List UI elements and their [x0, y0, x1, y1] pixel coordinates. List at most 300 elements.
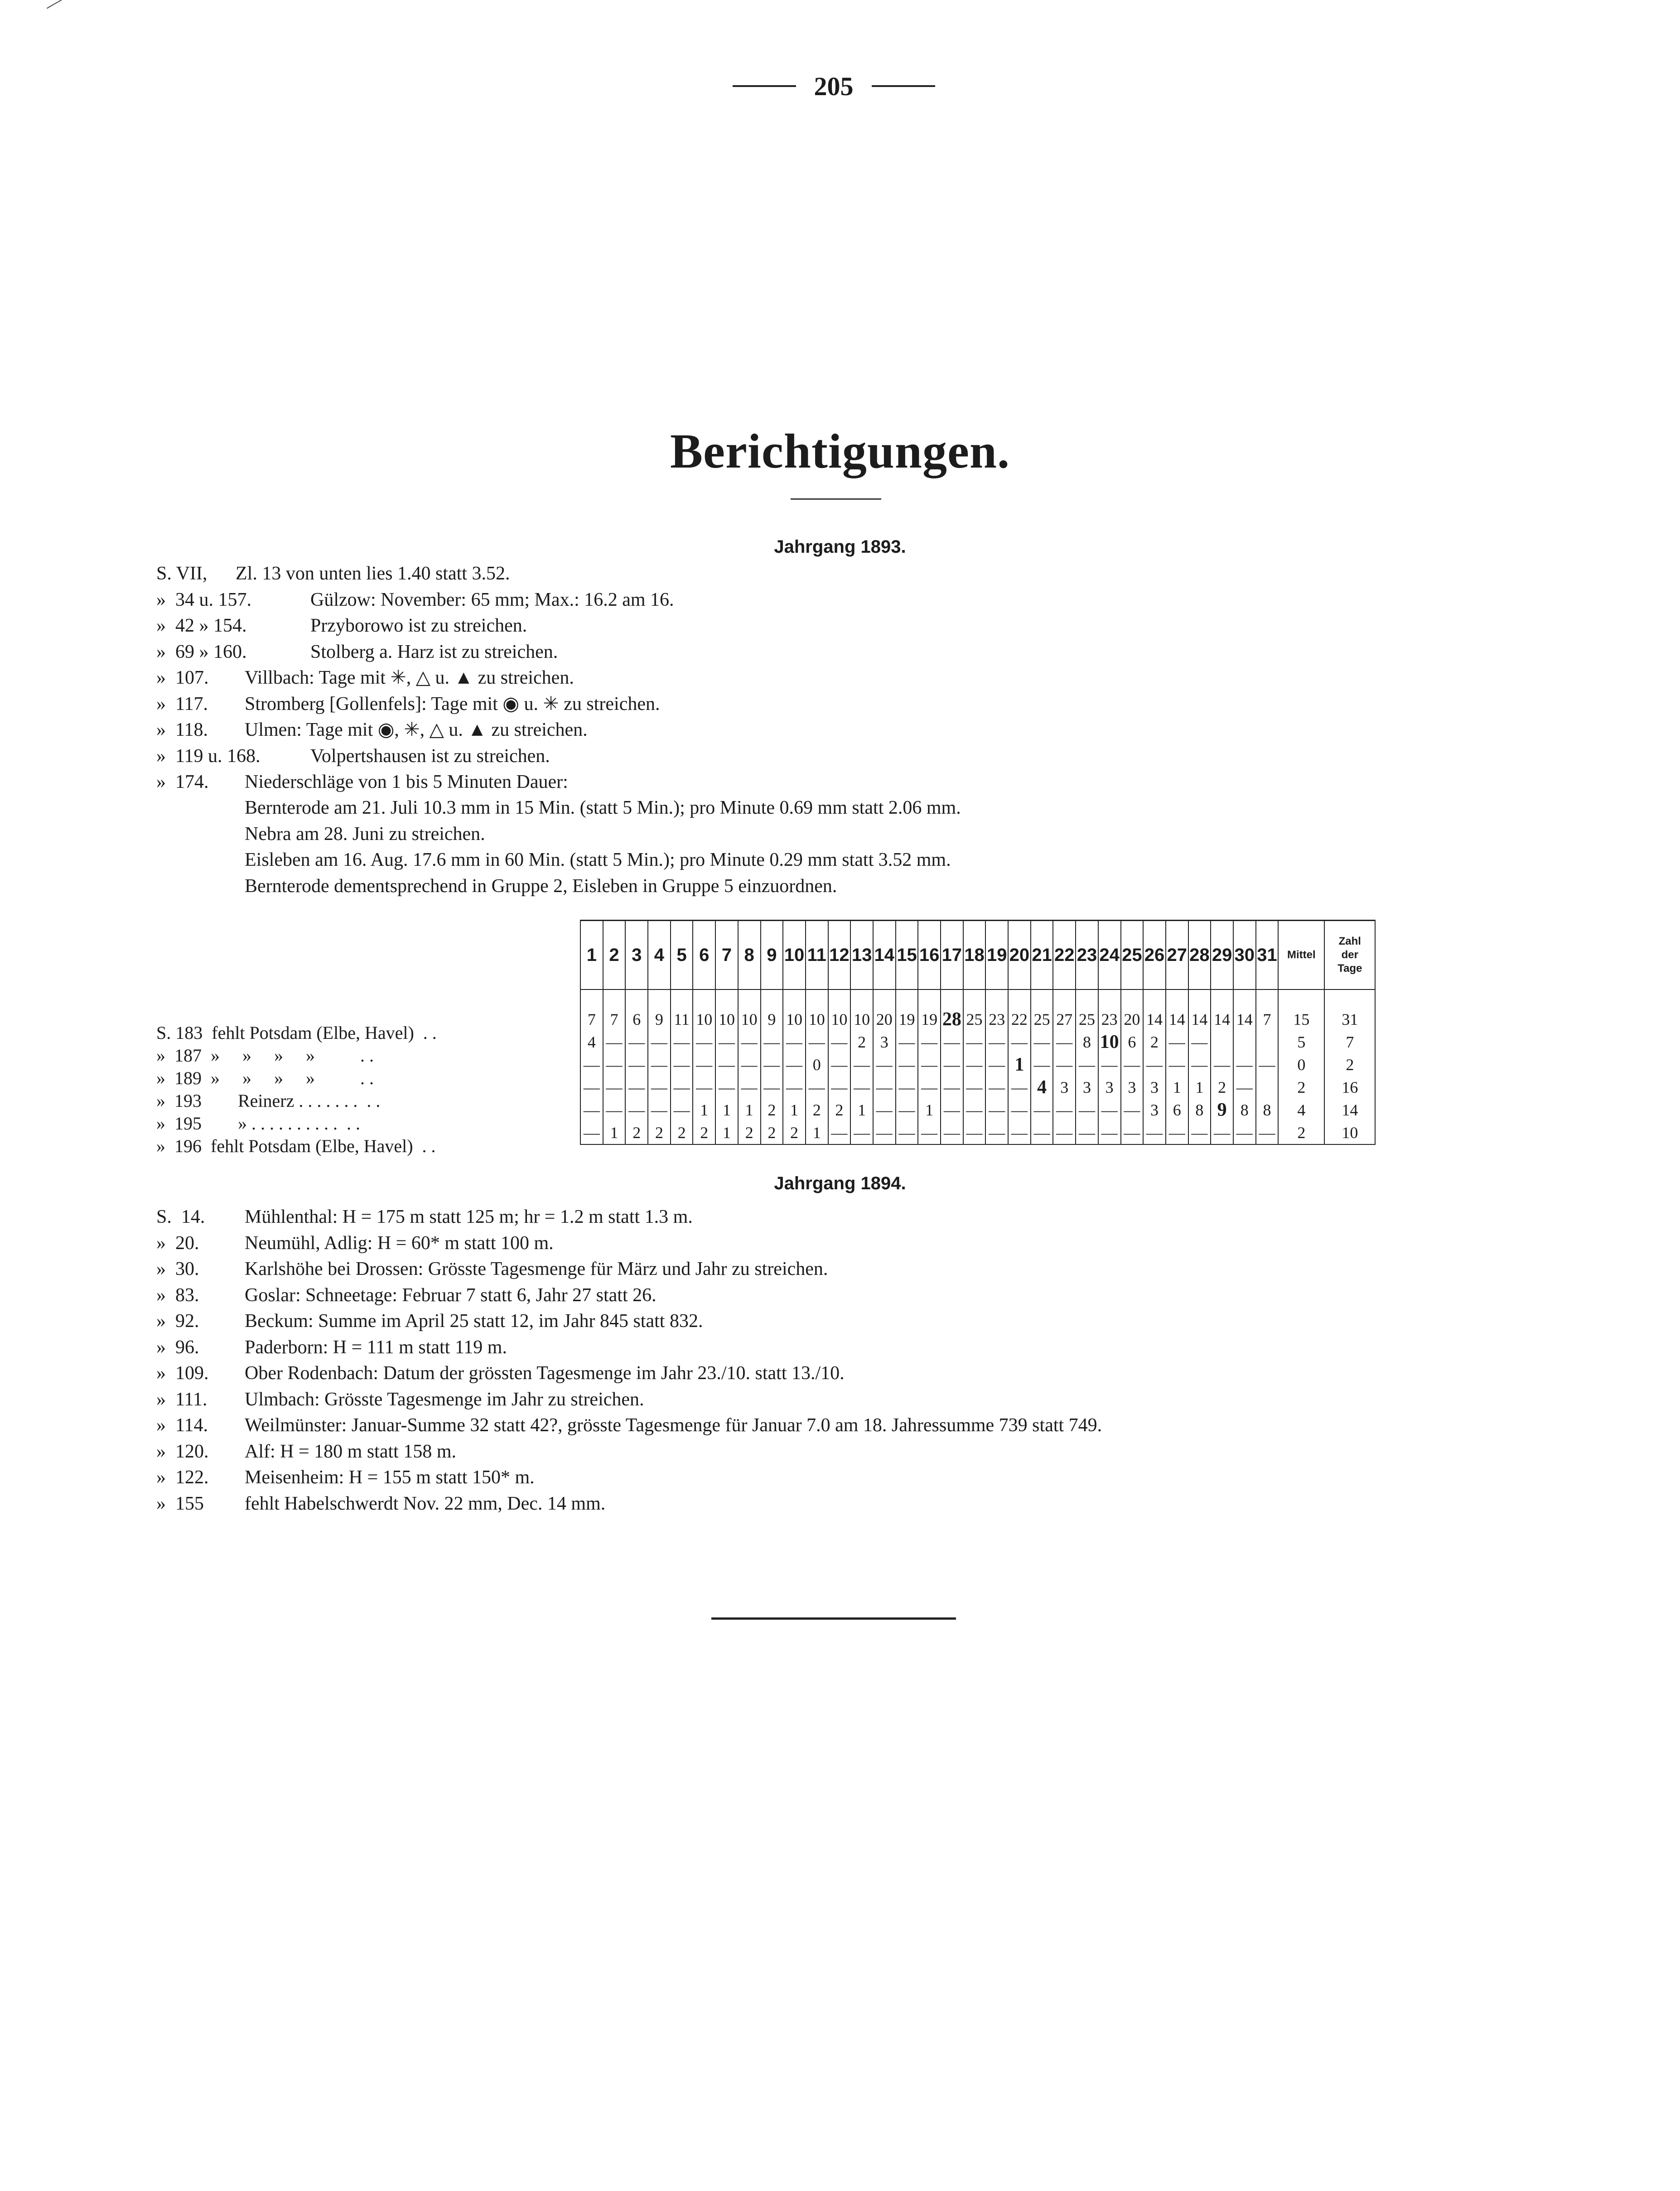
day-cell: 14 — [1211, 989, 1233, 1031]
table-row — [580, 1121, 1375, 1144]
zahl-cell: 31 — [1324, 989, 1375, 1031]
day-cell: — — [1008, 1099, 1031, 1121]
day-cell: — — [715, 1031, 738, 1053]
day-cell: — — [1121, 1053, 1144, 1076]
section-heading-1893: Jahrgang 1893. — [774, 537, 906, 557]
day-header: 31 — [1256, 921, 1279, 990]
day-header: 26 — [1143, 921, 1166, 990]
day-cell: 8 — [1188, 1099, 1211, 1121]
day-cell: — — [671, 1099, 693, 1121]
day-cell: — — [941, 1099, 963, 1121]
page-ref: » 107. — [156, 667, 209, 688]
day-header: 12 — [828, 921, 851, 990]
day-cell: 10 — [806, 989, 828, 1031]
day-header: 4 — [648, 921, 671, 990]
correction-list-1893 — [156, 561, 1425, 796]
page-ref: » 96. — [156, 1337, 199, 1358]
day-cell: 25 — [963, 989, 986, 1031]
day-cell: — — [806, 1031, 828, 1053]
day-cell: — — [1256, 1121, 1279, 1144]
day-cell: — — [671, 1053, 693, 1076]
day-cell: 19 — [918, 989, 941, 1031]
correction-text: Volpertshausen ist zu streichen. — [310, 745, 550, 767]
day-cell: 2 — [761, 1099, 783, 1121]
day-cell: — — [693, 1076, 715, 1099]
day-cell: — — [580, 1121, 603, 1144]
correction-text: Gülzow: November: 65 mm; Max.: 16.2 am 16. — [310, 589, 674, 610]
correction-line — [156, 1491, 1425, 1517]
section-heading-1894: Jahrgang 1894. — [774, 1173, 906, 1193]
day-header: 16 — [918, 921, 941, 990]
day-cell: — — [985, 1053, 1008, 1076]
day-cell: — — [625, 1031, 648, 1053]
note-line: Nebra am 28. Juni zu streichen. — [245, 823, 485, 845]
zahl-header-word: der — [1341, 949, 1358, 961]
correction-text: Mühlenthal: H = 175 m statt 125 m; hr = 1.2 m statt 1.3 m. — [245, 1206, 693, 1227]
day-header: 7 — [715, 921, 738, 990]
table-row-label: » 195 » . . . . . . . . . . . . — [156, 1113, 360, 1134]
day-cell: — — [1031, 1099, 1053, 1121]
zahl-cell: 10 — [1324, 1121, 1375, 1144]
day-cell: 8 — [1233, 1099, 1256, 1121]
day-cell: 1 — [783, 1099, 806, 1121]
day-cell: 3 — [873, 1031, 896, 1053]
day-cell: — — [603, 1031, 626, 1053]
day-header: 23 — [1076, 921, 1098, 990]
day-cell: 2 — [783, 1121, 806, 1144]
day-header: 30 — [1233, 921, 1256, 990]
day-cell: 14 — [1233, 989, 1256, 1031]
day-header: 25 — [1121, 921, 1144, 990]
correction-text: Karlshöhe bei Drossen: Grösste Tagesmenge für März und Jahr zu streichen. — [245, 1259, 828, 1279]
day-cell: 9 — [761, 989, 783, 1031]
day-cell: — — [1211, 1121, 1233, 1144]
day-cell: — — [806, 1076, 828, 1099]
day-cell: — — [738, 1031, 761, 1053]
correction-line — [156, 1256, 1425, 1283]
page-title: Berichtigungen. — [670, 425, 1010, 478]
day-cell: 1 — [715, 1121, 738, 1144]
correction-text: Alf: H = 180 m statt 158 m. — [245, 1441, 457, 1462]
correction-line — [156, 613, 1425, 639]
day-cell: 6 — [1166, 1099, 1188, 1121]
page-ref: » 111. — [156, 1389, 208, 1410]
page-ref: » 109. — [156, 1363, 209, 1384]
precipitation-table — [580, 920, 1376, 1145]
day-cell: — — [1098, 1099, 1121, 1121]
day-cell: — — [963, 1076, 986, 1099]
day-cell: 1 — [738, 1099, 761, 1121]
day-header: 14 — [873, 921, 896, 990]
day-cell: 1 — [693, 1099, 715, 1121]
page-ref: » 174. — [156, 772, 209, 792]
correction-text: Villbach: Tage mit ✳, △ u. ▲ zu streichen. — [245, 667, 574, 688]
day-cell: 8 — [1256, 1099, 1279, 1121]
correction-line — [156, 561, 1425, 587]
day-cell: 3 — [1098, 1076, 1121, 1099]
day-cell: 25 — [1031, 989, 1053, 1031]
day-cell: — — [1053, 1053, 1076, 1076]
zahl-cell: 14 — [1324, 1099, 1375, 1121]
day-cell: 23 — [1098, 989, 1121, 1031]
correction-line — [156, 1387, 1425, 1413]
day-header: 15 — [896, 921, 918, 990]
day-cell: 3 — [1121, 1076, 1144, 1099]
day-cell — [1211, 1031, 1233, 1053]
day-cell: — — [828, 1121, 851, 1144]
day-header: 28 — [1188, 921, 1211, 990]
day-cell: — — [1121, 1099, 1144, 1121]
correction-text: Zl. 13 von unten lies 1.40 statt 3.52. — [236, 563, 510, 584]
day-cell: — — [985, 1099, 1008, 1121]
day-cell: — — [941, 1076, 963, 1099]
day-cell: — — [761, 1076, 783, 1099]
correction-line — [156, 1439, 1425, 1465]
table-header-row — [580, 921, 1375, 990]
day-cell: — — [918, 1121, 941, 1144]
day-cell: — — [1008, 1031, 1031, 1053]
day-cell: — — [625, 1076, 648, 1099]
mittel-cell: 2 — [1278, 1121, 1324, 1144]
correction-line — [156, 1204, 1425, 1231]
day-cell: — — [715, 1053, 738, 1076]
day-cell: — — [873, 1053, 896, 1076]
day-cell: 1 — [1166, 1076, 1188, 1099]
day-header: 27 — [1166, 921, 1188, 990]
day-cell: — — [648, 1076, 671, 1099]
day-cell: 10 — [850, 989, 873, 1031]
day-cell: — — [873, 1099, 896, 1121]
note-line: Bernterode am 21. Juli 10.3 mm in 15 Min. (statt 5 Min.); pro Minute 0.69 mm statt 2.06 mm. — [245, 797, 961, 818]
day-cell: — — [1121, 1121, 1144, 1144]
table-row — [580, 1031, 1375, 1053]
day-cell: 2 — [648, 1121, 671, 1144]
day-header: 20 — [1008, 921, 1031, 990]
day-cell: — — [985, 1076, 1008, 1099]
day-cell: — — [715, 1076, 738, 1099]
correction-text: Neumühl, Adlig: H = 60* m statt 100 m. — [245, 1232, 554, 1254]
correction-line — [156, 1335, 1425, 1361]
correction-line — [156, 587, 1425, 613]
day-cell: — — [603, 1053, 626, 1076]
day-cell: — — [1143, 1121, 1166, 1144]
scan-mark — [47, 0, 67, 9]
zahl-cell: 16 — [1324, 1076, 1375, 1099]
day-cell: — — [693, 1031, 715, 1053]
day-cell: — — [1166, 1121, 1188, 1144]
day-cell: 7 — [603, 989, 626, 1031]
mittel-cell: 15 — [1278, 989, 1324, 1031]
day-cell: — — [1031, 1121, 1053, 1144]
correction-text: Goslar: Schneetage: Februar 7 statt 6, Jahr 27 statt 26. — [245, 1284, 657, 1306]
day-cell: — — [1098, 1053, 1121, 1076]
correction-text: Meisenheim: H = 155 m statt 150* m. — [245, 1467, 535, 1488]
day-cell: — — [850, 1053, 873, 1076]
day-cell: 4 — [1031, 1076, 1053, 1099]
day-cell: — — [1211, 1053, 1233, 1076]
page-ref: S. VII, — [156, 563, 208, 584]
day-cell: 2 — [850, 1031, 873, 1053]
page-number: 205 — [814, 71, 854, 101]
day-cell: — — [985, 1121, 1008, 1144]
day-cell: — — [625, 1099, 648, 1121]
day-cell: — — [918, 1031, 941, 1053]
day-cell: — — [761, 1031, 783, 1053]
day-header: 21 — [1031, 921, 1053, 990]
day-cell: — — [941, 1121, 963, 1144]
day-cell: 9 — [1211, 1099, 1233, 1121]
day-cell: — — [1031, 1031, 1053, 1053]
zahl-header-word: Tage — [1337, 962, 1362, 975]
table-row-label: S. 183 fehlt Potsdam (Elbe, Havel) . . — [156, 1023, 437, 1043]
day-cell: — — [648, 1099, 671, 1121]
day-cell: — — [1053, 1099, 1076, 1121]
page-ref: » 122. — [156, 1467, 209, 1488]
day-cell: 14 — [1143, 989, 1166, 1031]
correction-text: Ulmbach: Grösste Tagesmenge im Jahr zu streichen. — [245, 1389, 644, 1410]
day-cell: — — [783, 1076, 806, 1099]
day-cell: — — [828, 1053, 851, 1076]
day-cell: — — [941, 1053, 963, 1076]
day-cell: — — [1143, 1053, 1166, 1076]
day-cell: 22 — [1008, 989, 1031, 1031]
correction-text: Beckum: Summe im April 25 statt 12, im Jahr 845 statt 832. — [245, 1311, 703, 1332]
table-row-label: » 193 Reinerz . . . . . . . . . — [156, 1091, 381, 1111]
table-row-label: » 189 » » » » . . — [156, 1068, 374, 1088]
day-cell: — — [671, 1076, 693, 1099]
correction-line — [156, 769, 1425, 796]
correction-line — [156, 691, 1425, 718]
page-ref: » 114. — [156, 1415, 208, 1436]
day-cell: — — [738, 1053, 761, 1076]
day-cell: — — [648, 1053, 671, 1076]
day-cell: 1 — [850, 1099, 873, 1121]
day-cell: 14 — [1188, 989, 1211, 1031]
day-cell: — — [963, 1099, 986, 1121]
page-ref: » 20. — [156, 1232, 199, 1254]
zahl-cell: 2 — [1324, 1053, 1375, 1076]
day-header: 5 — [671, 921, 693, 990]
day-header: 29 — [1211, 921, 1233, 990]
day-cell: 1 — [1188, 1076, 1211, 1099]
day-cell: 2 — [828, 1099, 851, 1121]
correction-text: Przyborowo ist zu streichen. — [310, 615, 527, 636]
day-cell: 10 — [828, 989, 851, 1031]
day-cell: 3 — [1076, 1076, 1098, 1099]
correction-line — [156, 665, 1425, 691]
page-ref: » 30. — [156, 1259, 199, 1279]
correction-text: Weilmünster: Januar-Summe 32 statt 42?, grösste Tagesmenge für Januar 7.0 am 18. Jahressumme 739 statt 749. — [245, 1415, 1102, 1436]
day-cell: — — [1031, 1053, 1053, 1076]
page-ref: » 34 u. 157. — [156, 589, 251, 610]
day-cell: — — [918, 1076, 941, 1099]
day-cell: 6 — [625, 989, 648, 1031]
day-cell: 9 — [648, 989, 671, 1031]
day-cell: — — [828, 1031, 851, 1053]
correction-line — [156, 639, 1425, 666]
day-cell: — — [896, 1031, 918, 1053]
day-cell: 2 — [625, 1121, 648, 1144]
day-cell: — — [603, 1099, 626, 1121]
day-cell: 1 — [806, 1121, 828, 1144]
day-cell: — — [625, 1053, 648, 1076]
day-cell: 23 — [985, 989, 1008, 1031]
day-cell: 3 — [1053, 1076, 1076, 1099]
day-cell: 7 — [1256, 989, 1279, 1031]
day-cell: 6 — [1121, 1031, 1144, 1053]
day-cell: 10 — [715, 989, 738, 1031]
table-row-labels — [156, 1022, 578, 1158]
correction-text: fehlt Habelschwerdt Nov. 22 mm, Dec. 14 mm. — [245, 1493, 606, 1514]
day-cell: 7 — [580, 989, 603, 1031]
day-cell: 2 — [671, 1121, 693, 1144]
mittel-header: Mittel — [1278, 921, 1324, 990]
day-cell: — — [963, 1121, 986, 1144]
day-cell: — — [1188, 1121, 1211, 1144]
day-header: 17 — [941, 921, 963, 990]
day-cell: — — [941, 1031, 963, 1053]
day-cell: — — [963, 1053, 986, 1076]
day-cell: — — [873, 1076, 896, 1099]
correction-line — [156, 1283, 1425, 1309]
day-cell: 20 — [873, 989, 896, 1031]
correction-line — [156, 1413, 1425, 1439]
page-ref: » 42 » 154. — [156, 615, 247, 636]
day-cell: 2 — [1211, 1076, 1233, 1099]
day-cell: — — [648, 1031, 671, 1053]
day-cell: — — [783, 1031, 806, 1053]
day-cell — [1256, 1031, 1279, 1053]
day-cell: — — [1166, 1053, 1188, 1076]
day-cell: — — [1053, 1031, 1076, 1053]
day-cell: — — [761, 1053, 783, 1076]
day-header: 1 — [580, 921, 603, 990]
day-cell: 10 — [738, 989, 761, 1031]
day-header: 9 — [761, 921, 783, 990]
note-line: Bernterode dementsprechend in Gruppe 2, Eisleben in Gruppe 5 einzuordnen. — [245, 875, 837, 897]
day-cell: 14 — [1166, 989, 1188, 1031]
correction-line — [156, 1231, 1425, 1257]
correction-text: Stromberg [Gollenfels]: Tage mit ◉ u. ✳ zu streichen. — [245, 693, 660, 714]
day-cell: — — [850, 1076, 873, 1099]
day-cell: — — [985, 1031, 1008, 1053]
day-cell: — — [828, 1076, 851, 1099]
day-header: 8 — [738, 921, 761, 990]
table-row — [580, 1099, 1375, 1121]
note-line: Eisleben am 16. Aug. 17.6 mm in 60 Min. (statt 5 Min.); pro Minute 0.29 mm statt 3.52 mm. — [245, 849, 951, 870]
day-cell: — — [896, 1053, 918, 1076]
day-header: 6 — [693, 921, 715, 990]
day-header: 13 — [850, 921, 873, 990]
day-cell: 10 — [693, 989, 715, 1031]
correction-text: Ulmen: Tage mit ◉, ✳, △ u. ▲ zu streichen. — [245, 719, 588, 740]
day-cell: 8 — [1076, 1031, 1098, 1053]
day-cell: 3 — [1143, 1076, 1166, 1099]
day-cell: — — [738, 1076, 761, 1099]
day-cell: — — [1233, 1076, 1256, 1099]
day-header: 3 — [625, 921, 648, 990]
zahl-der-tage-header — [1324, 921, 1375, 990]
day-cell: — — [671, 1031, 693, 1053]
day-header: 2 — [603, 921, 626, 990]
day-header: 10 — [783, 921, 806, 990]
day-header: 22 — [1053, 921, 1076, 990]
day-cell: — — [1076, 1053, 1098, 1076]
day-cell: — — [1166, 1031, 1188, 1053]
day-cell: 1 — [918, 1099, 941, 1121]
day-cell: 3 — [1143, 1099, 1166, 1121]
table-row — [580, 989, 1375, 1031]
correction-list-1894 — [156, 1204, 1425, 1517]
mittel-cell: 2 — [1278, 1076, 1324, 1099]
day-header: 18 — [963, 921, 986, 990]
header-rule-left — [733, 85, 796, 87]
page-ref: » 117. — [156, 693, 208, 714]
correction-text: Niederschläge von 1 bis 5 Minuten Dauer: — [245, 772, 568, 792]
table-row-label: » 187 » » » » . . — [156, 1045, 374, 1066]
day-cell: 2 — [693, 1121, 715, 1144]
title-rule — [791, 498, 881, 500]
closing-rule — [711, 1617, 956, 1620]
day-cell: 0 — [806, 1053, 828, 1076]
day-cell: — — [918, 1053, 941, 1076]
day-cell: 19 — [896, 989, 918, 1031]
correction-line — [156, 743, 1425, 770]
correction-line — [156, 1361, 1425, 1387]
page-ref: » 120. — [156, 1441, 209, 1462]
zahl-cell: 7 — [1324, 1031, 1375, 1053]
day-cell: — — [580, 1099, 603, 1121]
page-ref: » 69 » 160. — [156, 641, 247, 662]
day-header: 24 — [1098, 921, 1121, 990]
day-cell: 10 — [783, 989, 806, 1031]
day-cell: — — [1233, 1121, 1256, 1144]
day-cell: — — [896, 1121, 918, 1144]
day-cell: — — [580, 1076, 603, 1099]
day-cell: — — [1188, 1031, 1211, 1053]
day-cell: 11 — [671, 989, 693, 1031]
day-cell: — — [603, 1076, 626, 1099]
day-cell: 10 — [1098, 1031, 1121, 1053]
day-cell: — — [1008, 1076, 1031, 1099]
minute-precip-notes — [245, 795, 1423, 899]
day-cell: — — [693, 1053, 715, 1076]
day-cell: 1 — [1008, 1053, 1031, 1076]
day-cell: 2 — [806, 1099, 828, 1121]
day-header: 19 — [985, 921, 1008, 990]
day-cell: — — [1008, 1121, 1031, 1144]
day-cell: 28 — [941, 989, 963, 1031]
page-ref: » 118. — [156, 719, 208, 740]
day-cell: — — [1098, 1121, 1121, 1144]
page-ref: » 92. — [156, 1311, 199, 1332]
day-cell: — — [1233, 1053, 1256, 1076]
mittel-cell: 0 — [1278, 1053, 1324, 1076]
day-cell: 27 — [1053, 989, 1076, 1031]
day-cell: 25 — [1076, 989, 1098, 1031]
day-cell — [1233, 1031, 1256, 1053]
page-header — [725, 68, 942, 104]
day-cell: 1 — [715, 1099, 738, 1121]
day-cell: 2 — [738, 1121, 761, 1144]
day-cell: — — [873, 1121, 896, 1144]
table-row — [580, 1053, 1375, 1076]
table-row — [580, 1076, 1375, 1099]
day-cell: — — [580, 1053, 603, 1076]
correction-line — [156, 1308, 1425, 1335]
correction-line — [156, 1465, 1425, 1491]
day-cell: — — [1076, 1099, 1098, 1121]
